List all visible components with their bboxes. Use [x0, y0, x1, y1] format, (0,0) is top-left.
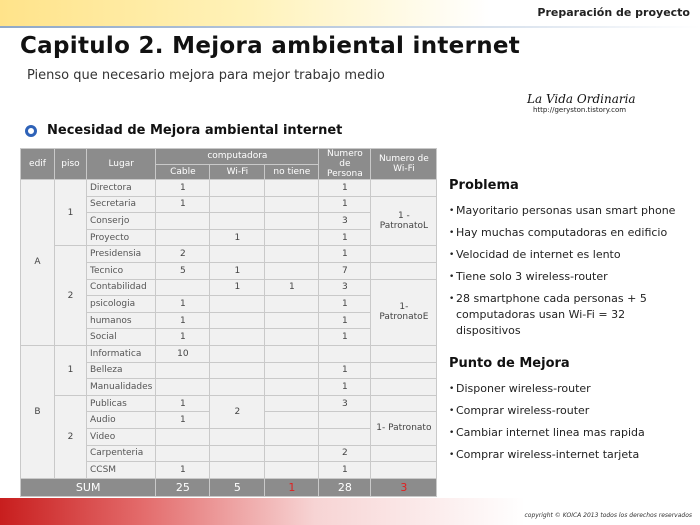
network-table [20, 148, 437, 497]
wifi-cell: 2 [210, 395, 265, 428]
lugar-cell: Directora [87, 180, 156, 197]
persona-cell [319, 428, 371, 445]
lugar-cell: Tecnico [87, 262, 156, 279]
no-tiene-cell [265, 196, 319, 213]
cable-cell: 1 [156, 196, 210, 213]
cable-cell [156, 445, 210, 462]
circle-bullet-icon [25, 125, 37, 137]
no-tiene-cell [265, 262, 319, 279]
no-tiene-cell [265, 362, 319, 379]
cable-cell: 1 [156, 296, 210, 313]
persona-cell [319, 345, 371, 362]
no-tiene-cell [265, 180, 319, 197]
wifi-cell: 1 [210, 229, 265, 246]
cable-cell: 1 [156, 329, 210, 346]
page-subtitle: Pienso que necesario mejora para mejor trabajo medio [27, 68, 385, 83]
table-row [21, 180, 437, 197]
lugar-cell: Proyecto [87, 229, 156, 246]
header-lugar: Lugar [87, 149, 156, 180]
mejora-list [449, 378, 645, 466]
piso-cell: 2 [55, 246, 87, 346]
project-label: Preparación de proyecto [537, 6, 690, 19]
sum-wifi-count: 3 [371, 478, 437, 496]
header-numero-persona: Numero de Persona [319, 149, 371, 180]
logo-url: http://geryston.tistory.com [533, 106, 627, 114]
lugar-cell: humanos [87, 312, 156, 329]
no-tiene-cell [265, 428, 319, 445]
cable-cell: 1 [156, 312, 210, 329]
sum-no-tiene: 1 [265, 478, 319, 496]
logo-name: La Vida Ordinaria [527, 92, 636, 106]
list-item: • Velocidad de internet es lento [449, 244, 684, 266]
edif-cell: B [21, 345, 55, 478]
cable-cell: 1 [156, 462, 210, 479]
lugar-cell: CCSM [87, 462, 156, 479]
wifi-count-cell [371, 262, 437, 279]
list-item: • Comprar wireless-internet tarjeta [449, 444, 645, 466]
wifi-count-cell: 1- PatronatoE [371, 279, 437, 345]
problema-title: Problema [449, 178, 519, 193]
wifi-cell [210, 180, 265, 197]
cable-cell: 5 [156, 262, 210, 279]
top-divider [0, 26, 700, 28]
wifi-cell [210, 379, 265, 396]
lugar-cell: Audio [87, 412, 156, 429]
list-item: • Mayoritario personas usan smart phone [449, 200, 684, 222]
sum-label: SUM [21, 478, 156, 496]
cable-cell [156, 213, 210, 230]
edif-cell: A [21, 180, 55, 346]
page-title: Capitulo 2. Mejora ambiental internet [20, 33, 521, 59]
no-tiene-cell [265, 379, 319, 396]
table-row [21, 345, 437, 362]
lugar-cell: psicologia [87, 296, 156, 313]
no-tiene-cell [265, 229, 319, 246]
no-tiene-cell [265, 395, 319, 412]
persona-cell: 1 [319, 312, 371, 329]
wifi-cell: 1 [210, 262, 265, 279]
cable-cell [156, 379, 210, 396]
persona-cell: 1 [319, 362, 371, 379]
wifi-count-cell [371, 246, 437, 263]
problema-panel [449, 178, 684, 339]
no-tiene-cell [265, 345, 319, 362]
table-row [21, 246, 437, 263]
wifi-cell [210, 312, 265, 329]
copyright-text: copyright © KOICA 2013 todos los derechos reservados [524, 512, 692, 519]
sum-row [21, 478, 437, 496]
wifi-count-cell [371, 362, 437, 379]
lugar-cell: Carpenteria [87, 445, 156, 462]
wifi-count-cell [371, 345, 437, 362]
cable-cell [156, 279, 210, 296]
cable-cell: 1 [156, 180, 210, 197]
persona-cell: 2 [319, 445, 371, 462]
wifi-count-cell [371, 395, 437, 412]
list-item: • Hay muchas computadoras en edificio [449, 222, 684, 244]
wifi-count-cell [371, 379, 437, 396]
lugar-cell: Secretaria [87, 196, 156, 213]
header-piso: piso [55, 149, 87, 180]
problema-list [449, 200, 684, 339]
lugar-cell: Publicas [87, 395, 156, 412]
wifi-cell [210, 462, 265, 479]
persona-cell: 1 [319, 196, 371, 213]
sum-wifi: 5 [210, 478, 265, 496]
header-computadora: computadora [156, 149, 319, 165]
lugar-cell: Video [87, 428, 156, 445]
wifi-cell [210, 246, 265, 263]
header-cable: Cable [156, 164, 210, 180]
wifi-count-cell [371, 445, 437, 462]
lugar-cell: Conserjo [87, 213, 156, 230]
wifi-count-cell: 1 - PatronatoL [371, 196, 437, 246]
section-heading [25, 123, 342, 138]
list-item: • Tiene solo 3 wireless-router [449, 266, 684, 288]
piso-cell: 1 [55, 180, 87, 246]
persona-cell: 1 [319, 329, 371, 346]
list-item: • Disponer wireless-router [449, 378, 645, 400]
cable-cell [156, 229, 210, 246]
persona-cell: 1 [319, 180, 371, 197]
no-tiene-cell [265, 412, 319, 429]
header-edif: edif [21, 149, 55, 180]
mejora-title: Punto de Mejora [449, 356, 570, 371]
persona-cell: 3 [319, 213, 371, 230]
cable-cell: 1 [156, 395, 210, 412]
wifi-cell [210, 345, 265, 362]
wifi-cell [210, 196, 265, 213]
cable-cell [156, 428, 210, 445]
no-tiene-cell [265, 246, 319, 263]
piso-cell: 1 [55, 345, 87, 395]
no-tiene-cell [265, 213, 319, 230]
persona-cell: 7 [319, 262, 371, 279]
blog-logo [527, 92, 647, 114]
persona-cell: 1 [319, 462, 371, 479]
header-numero-wifi: Numero de Wi-Fi [371, 149, 437, 180]
wifi-count-cell [371, 180, 437, 197]
section-title: Necesidad de Mejora ambiental internet [47, 123, 343, 138]
wifi-cell [210, 296, 265, 313]
sum-cable: 25 [156, 478, 210, 496]
lugar-cell: Presidensia [87, 246, 156, 263]
lugar-cell: Contabilidad [87, 279, 156, 296]
wifi-cell [210, 213, 265, 230]
piso-cell: 2 [55, 395, 87, 478]
no-tiene-cell [265, 445, 319, 462]
mejora-panel [449, 356, 645, 466]
wifi-cell [210, 362, 265, 379]
no-tiene-cell [265, 462, 319, 479]
lugar-cell: Manualidades [87, 379, 156, 396]
wifi-cell [210, 329, 265, 346]
sum-persona: 28 [319, 478, 371, 496]
persona-cell: 1 [319, 296, 371, 313]
header-no-tiene: no tiene [265, 164, 319, 180]
list-item: • Comprar wireless-router [449, 400, 645, 422]
cable-cell: 10 [156, 345, 210, 362]
cable-cell [156, 362, 210, 379]
wifi-cell: 1 [210, 279, 265, 296]
wifi-count-cell [371, 462, 437, 479]
table-row [21, 395, 437, 412]
persona-cell: 1 [319, 229, 371, 246]
wifi-cell [210, 428, 265, 445]
cable-cell: 2 [156, 246, 210, 263]
no-tiene-cell [265, 296, 319, 313]
top-banner [0, 0, 700, 26]
list-item: • 28 smartphone cada personas + 5 computadoras usan Wi-Fi = 32 dispositivos [449, 291, 684, 339]
no-tiene-cell: 1 [265, 279, 319, 296]
persona-cell: 1 [319, 246, 371, 263]
list-item: • Cambiar internet linea mas rapida [449, 422, 645, 444]
persona-cell [319, 412, 371, 429]
lugar-cell: Informatica [87, 345, 156, 362]
persona-cell: 3 [319, 279, 371, 296]
persona-cell: 3 [319, 395, 371, 412]
persona-cell: 1 [319, 379, 371, 396]
no-tiene-cell [265, 312, 319, 329]
lugar-cell: Social [87, 329, 156, 346]
cable-cell: 1 [156, 412, 210, 429]
wifi-cell [210, 445, 265, 462]
header-wifi: Wi-Fi [210, 164, 265, 180]
no-tiene-cell [265, 329, 319, 346]
lugar-cell: Belleza [87, 362, 156, 379]
wifi-count-cell: 1- Patronato [371, 412, 437, 445]
